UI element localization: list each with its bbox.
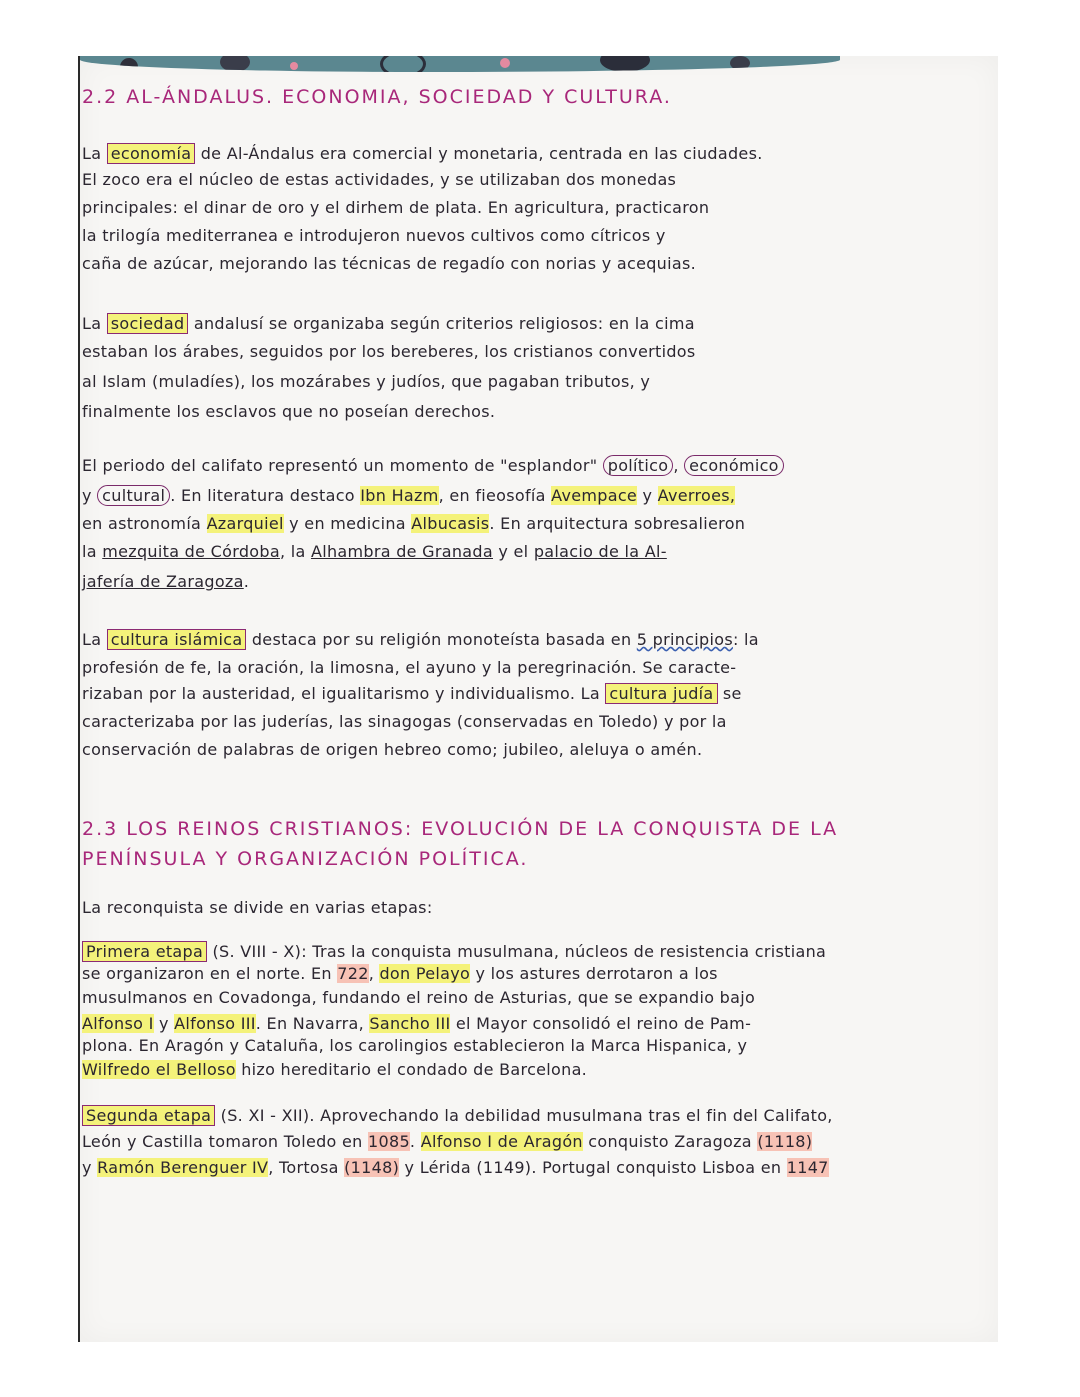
text: rizaban por la austeridad, el igualitarismo y individualismo. La bbox=[82, 684, 600, 703]
text: (S. XI - XII). Aprovechando la debilidad musulmana tras el fin del Califato, bbox=[220, 1106, 833, 1125]
text: en astronomía bbox=[82, 514, 202, 533]
underline-aljaferia: jafería de Zaragoza bbox=[82, 572, 244, 591]
text: . En arquitectura sobresalieron bbox=[489, 514, 746, 533]
reconquista-intro: La reconquista se divide en varias etapas: bbox=[82, 898, 433, 917]
economia-line-4: la trilogía mediterranea e introdujeron nuevos cultivos como cítricos y bbox=[82, 226, 666, 245]
year-722: 722 bbox=[337, 964, 369, 983]
text: y bbox=[158, 1014, 169, 1033]
text: . En Navarra, bbox=[255, 1014, 365, 1033]
keyword-sociedad: sociedad bbox=[107, 313, 189, 334]
highlight-averroes: Averroes, bbox=[657, 486, 736, 505]
primera-line-2 bbox=[82, 964, 990, 983]
highlight-ibn-hazm: Ibn Hazm bbox=[360, 486, 439, 505]
economia-line-1 bbox=[82, 144, 990, 163]
text: de Al-Ándalus era comercial y monetaria, centrada en las ciudades. bbox=[200, 144, 763, 163]
economia-line-3: principales: el dinar de oro y el dirhem de plata. En agricultura, practicaron bbox=[82, 198, 710, 217]
text: , Tortosa bbox=[268, 1158, 339, 1177]
text: y bbox=[82, 486, 92, 505]
primera-line-1 bbox=[82, 942, 990, 961]
economia-line-2: El zoco era el núcleo de estas actividades, y se utilizaban dos monedas bbox=[82, 170, 677, 189]
highlight-alfonso-i-aragon: Alfonso I de Aragón bbox=[420, 1132, 583, 1151]
sociedad-line-1 bbox=[82, 314, 990, 333]
section-2-3-title-line-1: 2.3 LOS REINOS CRISTIANOS: EVOLUCIÓN DE LA CONQUISTA DE LA bbox=[82, 818, 839, 840]
califato-line-2 bbox=[82, 486, 990, 505]
highlight-sancho-iii: Sancho III bbox=[369, 1014, 451, 1033]
label-segunda-etapa: Segunda etapa bbox=[82, 1105, 215, 1126]
highlight-albucasis: Albucasis bbox=[411, 514, 490, 533]
cultura-line-4: caracterizaba por las juderías, las sinagogas (conservadas en Toledo) y por la bbox=[82, 712, 727, 731]
keyword-cultura-islamica: cultura islámica bbox=[107, 629, 247, 650]
year-1085: 1085 bbox=[368, 1132, 410, 1151]
segunda-line-3 bbox=[82, 1158, 990, 1177]
text: y los astures derrotaron a los bbox=[475, 964, 718, 983]
text: el Mayor consolidó el reino de Pam- bbox=[455, 1014, 752, 1033]
text: (S. VIII - X): Tras la conquista musulmana, núcleos de resistencia cristiana bbox=[212, 942, 827, 961]
text: , bbox=[673, 456, 679, 475]
segunda-line-2 bbox=[82, 1132, 990, 1151]
highlight-azarquiel: Azarquiel bbox=[206, 514, 284, 533]
text: se organizaron en el norte. En bbox=[82, 964, 332, 983]
primera-line-5: plona. En Aragón y Cataluña, los carolingios establecieron la Marca Hispanica, y bbox=[82, 1036, 748, 1055]
text: , la bbox=[279, 542, 306, 561]
highlight-wilfredo: Wilfredo el Belloso bbox=[82, 1060, 236, 1079]
text: La bbox=[82, 314, 102, 333]
califato-line-3 bbox=[82, 514, 990, 533]
text: El periodo del califato representó un momento de "esplandor" bbox=[82, 456, 598, 475]
califato-line-1 bbox=[82, 456, 990, 475]
year-1148: (1148) bbox=[344, 1158, 400, 1177]
cultura-line-1 bbox=[82, 630, 990, 649]
circled-politico: político bbox=[603, 455, 674, 476]
segunda-line-1 bbox=[82, 1106, 990, 1125]
underline-palacio: palacio de la Al- bbox=[533, 542, 667, 561]
primera-line-3: musulmanos en Covadonga, fundando el reino de Asturias, que se expandio bajo bbox=[82, 988, 756, 1007]
circled-cultural: cultural bbox=[97, 485, 170, 506]
text: y en medicina bbox=[289, 514, 406, 533]
wavy-5-principios: 5 principios bbox=[636, 630, 733, 649]
text: . En literatura destaco bbox=[170, 486, 355, 505]
circled-economico: económico bbox=[684, 455, 784, 476]
keyword-economia: economía bbox=[107, 143, 196, 164]
text: , en fieosofía bbox=[438, 486, 546, 505]
primera-line-6 bbox=[82, 1060, 990, 1079]
text: . bbox=[409, 1132, 416, 1151]
highlight-alfonso-iii: Alfonso III bbox=[174, 1014, 256, 1033]
section-2-2-title: 2.2 AL-ÁNDALUS. ECONOMIA, SOCIEDAD Y CULTURA. bbox=[82, 86, 672, 108]
text: hizo hereditario el condado de Barcelona. bbox=[241, 1060, 588, 1079]
label-primera-etapa: Primera etapa bbox=[82, 941, 207, 962]
text: conquisto Zaragoza bbox=[588, 1132, 752, 1151]
year-1147: 1147 bbox=[786, 1158, 829, 1177]
text: y el bbox=[498, 542, 529, 561]
primera-line-4 bbox=[82, 1014, 990, 1033]
text: : la bbox=[732, 630, 759, 649]
sociedad-line-2: estaban los árabes, seguidos por los bereberes, los cristianos convertidos bbox=[82, 342, 696, 361]
text: La bbox=[82, 630, 102, 649]
text: se bbox=[722, 684, 742, 703]
cultura-line-3 bbox=[82, 684, 990, 703]
cultura-line-2: profesión de fe, la oración, la limosna, el ayuno y la peregrinación. Se caracte- bbox=[82, 658, 737, 677]
sociedad-line-4: finalmente los esclavos que no poseían derechos. bbox=[82, 402, 496, 421]
text: La bbox=[82, 144, 102, 163]
text: y bbox=[642, 486, 653, 505]
text: León y Castilla tomaron Toledo en bbox=[82, 1132, 363, 1151]
text: y bbox=[82, 1158, 92, 1177]
highlight-don-pelayo: don Pelayo bbox=[379, 964, 471, 983]
economia-line-5: caña de azúcar, mejorando las técnicas de regadío con norias y acequias. bbox=[82, 254, 696, 273]
section-2-3-title-line-2: PENÍNSULA Y ORGANIZACIÓN POLÍTICA. bbox=[82, 848, 529, 870]
underline-mezquita: mezquita de Córdoba bbox=[102, 542, 280, 561]
highlight-ramon-berenguer: Ramón Berenguer IV bbox=[97, 1158, 269, 1177]
highlight-avempace: Avempace bbox=[551, 486, 638, 505]
text: y Lérida (1149). Portugal conquisto Lisboa en bbox=[404, 1158, 782, 1177]
text: la bbox=[82, 542, 97, 561]
keyword-cultura-judia: cultura judía bbox=[605, 683, 717, 704]
sociedad-line-3: al Islam (muladíes), los mozárabes y judíos, que pagaban tributos, y bbox=[82, 372, 651, 391]
text: , bbox=[368, 964, 375, 983]
text: andalusí se organizaba según criterios religiosos: en la cima bbox=[193, 314, 695, 333]
underline-alhambra: Alhambra de Granada bbox=[310, 542, 493, 561]
year-1118: (1118) bbox=[757, 1132, 813, 1151]
text: destaca por su religión monoteísta basada en bbox=[251, 630, 632, 649]
cultura-line-5: conservación de palabras de origen hebreo como; jubileo, aleluya o amén. bbox=[82, 740, 703, 759]
califato-line-5 bbox=[82, 572, 990, 591]
text: . bbox=[243, 572, 250, 591]
highlight-alfonso-i: Alfonso I bbox=[82, 1014, 154, 1033]
califato-line-4 bbox=[82, 542, 990, 561]
